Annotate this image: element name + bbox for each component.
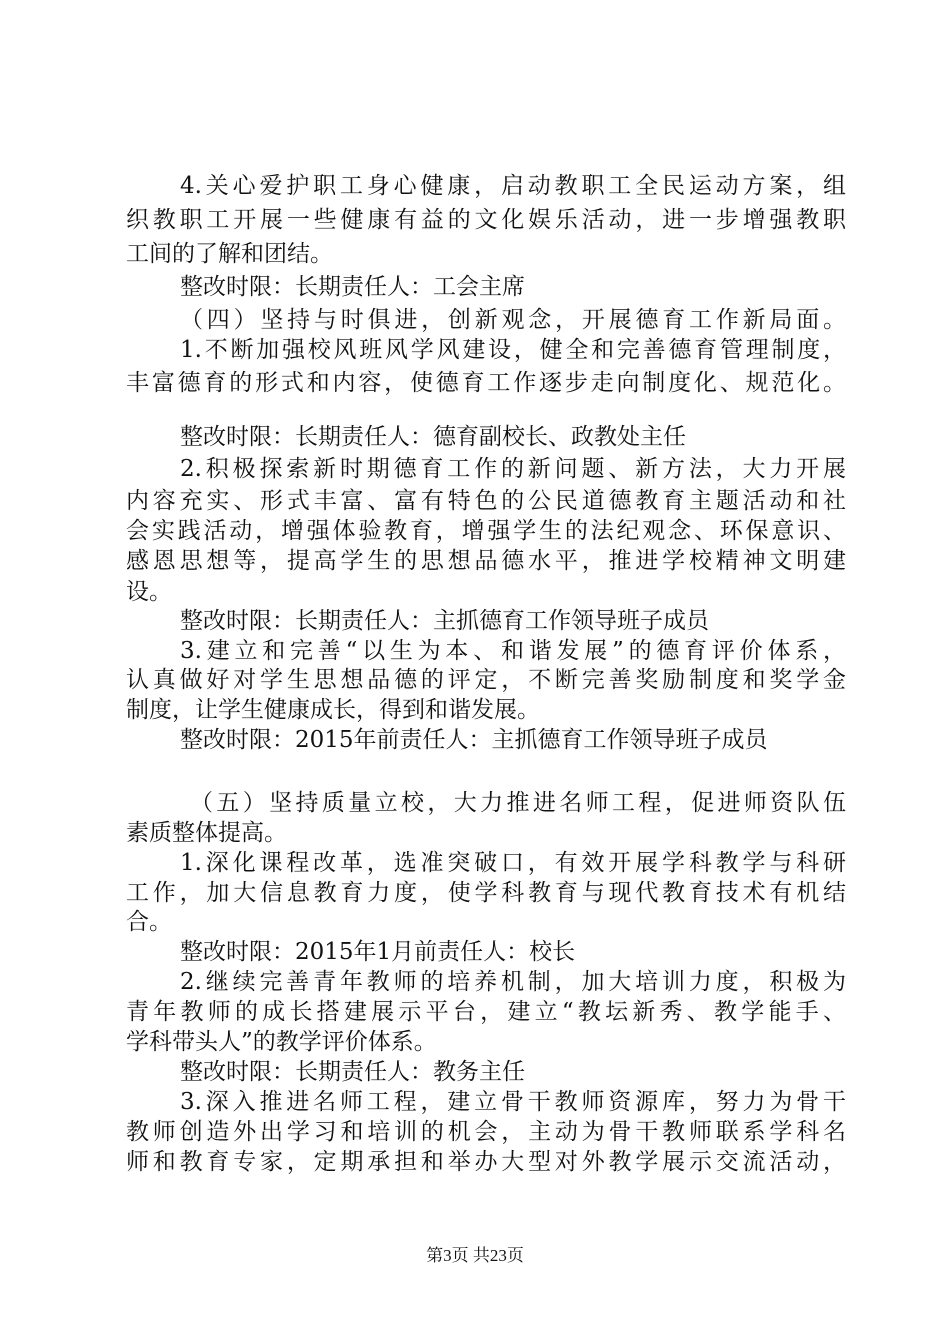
paragraph-line: 青年教师的成长搭建展示平台，建立“教坛新秀、教学能手、 [126,999,846,1025]
paragraph-line: 合。 [126,909,172,935]
paragraph-line: 丰富德育的形式和内容，使德育工作逐步走向制度化、规范化。 [126,370,846,396]
deadline-line: 整改时限：长期责任人：工会主席 [180,274,525,300]
paragraph-line: 2.继续完善青年教师的培养机制，加大培训力度，积极为 [180,969,846,995]
paragraph-line: 1.深化课程改革，选准突破口，有效开展学科教学与科研 [180,850,846,876]
paragraph-line: 感恩思想等，提高学生的思想品德水平，推进学校精神文明建 [126,548,846,574]
paragraph-line: 工作，加大信息教育力度，使学科教育与现代教育技术有机结 [126,880,846,906]
deadline-line: 整改时限：长期责任人：教务主任 [180,1059,525,1085]
paragraph-line: 制度，让学生健康成长，得到和谐发展。 [126,697,540,723]
paragraph-line: 3.建立和完善“以生为本、和谐发展”的德育评价体系， [180,638,846,664]
deadline-line: 整改时限：2015年前责任人：主抓德育工作领导班子成员 [180,727,768,753]
paragraph-line: 1.不断加强校风班风学风建设，健全和完善德育管理制度， [180,337,846,363]
paragraph-line: 4.关心爱护职工身心健康，启动教职工全民运动方案，组 [180,173,846,199]
section-heading: （四）坚持与时俱进，创新观念，开展德育工作新局面。 [180,307,846,333]
paragraph-line: 内容充实、形式丰富、富有特色的公民道德教育主题活动和社 [126,488,846,514]
section-heading: 素质整体提高。 [126,820,287,846]
deadline-line: 整改时限：长期责任人：德育副校长、政教处主任 [180,424,686,450]
deadline-line: 整改时限：2015年1月前责任人：校长 [180,939,576,965]
paragraph-line: 设。 [126,579,172,605]
paragraph-line: 3.深入推进名师工程，建立骨干教师资源库，努力为骨干 [180,1089,846,1115]
deadline-line: 整改时限：长期责任人：主抓德育工作领导班子成员 [180,608,709,634]
paragraph-line: 教师创造外出学习和培训的机会，主动为骨干教师联系学科名 [126,1119,846,1145]
paragraph-line: 学科带头人”的教学评价体系。 [126,1029,437,1055]
paragraph-line: 工间的了解和团结。 [126,241,333,267]
paragraph-line: 会实践活动，增强体验教育，增强学生的法纪观念、环保意识、 [126,518,846,544]
paragraph-line: 师和教育专家，定期承担和举办大型对外教学展示交流活动， [126,1149,846,1175]
paragraph-line: 认真做好对学生思想品德的评定，不断完善奖励制度和奖学金 [126,667,846,693]
paragraph-line: 织教职工开展一些健康有益的文化娱乐活动，进一步增强教职 [126,207,846,233]
section-heading: （五）坚持质量立校，大力推进名师工程，促进师资队伍 [190,790,846,816]
paragraph-line: 2.积极探索新时期德育工作的新问题、新方法，大力开展 [180,456,846,482]
page-footer: 第3页 共23页 [426,1246,524,1265]
